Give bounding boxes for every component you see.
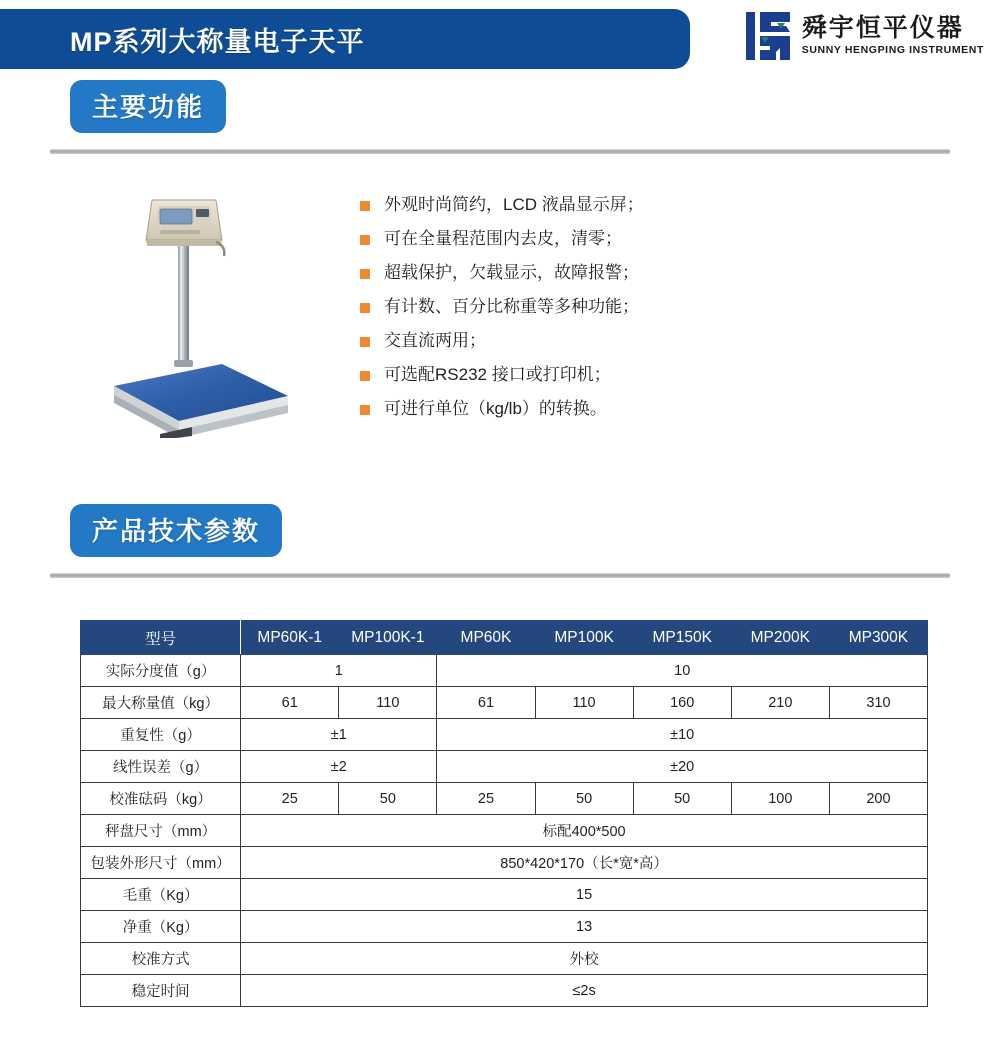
spec-row-label: 秤盘尺寸（mm） [81, 815, 241, 847]
spec-cell: 61 [437, 687, 535, 719]
spec-cell: 10 [437, 655, 928, 687]
spec-cell: 13 [241, 911, 928, 943]
feature-label: 可选配RS232 接口或打印机； [384, 364, 611, 384]
feature-item [360, 364, 990, 387]
product-image [40, 188, 340, 438]
company-logo [746, 10, 984, 62]
spec-row-label: 重复性（g） [81, 719, 241, 751]
spec-cell: 50 [339, 783, 437, 815]
feature-label: 交直流两用； [384, 330, 486, 350]
sunny-hengping-logo-icon [746, 10, 792, 62]
spec-table-col-header: MP100K-1 [339, 621, 437, 655]
spec-cell: ±10 [437, 719, 928, 751]
scale-platform [114, 364, 288, 438]
spec-cell: 200 [829, 783, 927, 815]
feature-item [360, 296, 990, 319]
spec-table-col-header-model: 型号 [81, 621, 241, 655]
bullet-square-icon [360, 269, 370, 279]
spec-cell: 210 [731, 687, 829, 719]
spec-cell: ±20 [437, 751, 928, 783]
spec-cell: ±2 [241, 751, 437, 783]
features-section [0, 80, 990, 438]
feature-item [360, 262, 990, 285]
brand-name-en: SUNNY HENGPING INSTRUMENT [801, 44, 984, 57]
spec-table-head [81, 621, 928, 655]
spec-table-row [81, 943, 928, 975]
feature-label: 可在全量程范围内去皮，清零； [384, 229, 622, 249]
spec-table-header-row [81, 621, 928, 655]
features-content [0, 188, 990, 438]
scale-pole [178, 246, 189, 364]
specs-section [0, 504, 990, 1007]
spec-table-col-header: MP60K-1 [241, 621, 339, 655]
spec-cell: 110 [535, 687, 633, 719]
spec-table-col-header: MP200K [731, 621, 829, 655]
spec-cell: 50 [535, 783, 633, 815]
spec-row-label: 包装外形尺寸（mm） [81, 847, 241, 879]
bullet-square-icon [360, 201, 370, 211]
spec-cell: 外校 [241, 943, 928, 975]
brand-name-cn: 舜宇恒平仪器 [801, 14, 964, 43]
page-title: MP系列大称量电子天平 [70, 26, 365, 57]
spec-table-wrapper [80, 620, 928, 1007]
spec-cell: ≤2s [241, 975, 928, 1007]
spec-cell: 160 [633, 687, 731, 719]
spec-table-row [81, 783, 928, 815]
feature-label: 可进行单位（kg/lb）的转换。 [384, 398, 607, 418]
feature-label: 外观时尚简约，LCD 液晶显示屏； [384, 195, 644, 215]
feature-item [360, 194, 990, 217]
spec-cell: 50 [633, 783, 731, 815]
spec-table-row [81, 655, 928, 687]
brand-wordmark [802, 16, 984, 56]
spec-cell: 25 [241, 783, 339, 815]
spec-table-row [81, 975, 928, 1007]
spec-table-col-header: MP300K [829, 621, 927, 655]
features-list [360, 194, 990, 432]
spec-row-label: 最大称量值（kg） [81, 687, 241, 719]
spec-cell: 25 [437, 783, 535, 815]
spec-table-row [81, 879, 928, 911]
features-badge-row [0, 80, 990, 133]
bullet-square-icon [360, 303, 370, 313]
features-section-badge: 主要功能 [70, 80, 226, 133]
features-divider [50, 149, 950, 154]
specs-divider [50, 573, 950, 578]
spec-table-row [81, 815, 928, 847]
spec-table-body [81, 655, 928, 1007]
spec-row-label: 线性误差（g） [81, 751, 241, 783]
feature-label: 超载保护，欠载显示，故障报警； [384, 263, 639, 283]
spec-cell: 1 [241, 655, 437, 687]
bullet-square-icon [360, 235, 370, 245]
bullet-square-icon [360, 337, 370, 347]
spec-cell: 110 [339, 687, 437, 719]
spec-cell: 61 [241, 687, 339, 719]
bullet-square-icon [360, 371, 370, 381]
feature-item [360, 330, 990, 353]
spec-row-label: 净重（Kg） [81, 911, 241, 943]
spec-table-row [81, 751, 928, 783]
spec-row-label: 稳定时间 [81, 975, 241, 1007]
spec-table-row [81, 847, 928, 879]
spec-row-label: 校准砝码（kg） [81, 783, 241, 815]
spec-row-label: 实际分度值（g） [81, 655, 241, 687]
spec-table [80, 620, 928, 1007]
feature-item [360, 398, 990, 421]
spec-cell: 15 [241, 879, 928, 911]
spec-table-row [81, 719, 928, 751]
spec-cell: 850*420*170（长*宽*高） [241, 847, 928, 879]
feature-label: 有计数、百分比称重等多种功能； [384, 297, 639, 317]
spec-cell: ±1 [241, 719, 437, 751]
bullet-square-icon [360, 405, 370, 415]
spec-table-col-header: MP60K [437, 621, 535, 655]
title-banner [0, 9, 690, 69]
spec-table-col-header: MP150K [633, 621, 731, 655]
spec-row-label: 毛重（Kg） [81, 879, 241, 911]
specs-section-badge: 产品技术参数 [70, 504, 282, 557]
spec-row-label: 校准方式 [81, 943, 241, 975]
feature-item [360, 228, 990, 251]
spec-cell: 标配400*500 [241, 815, 928, 847]
specs-badge-row [0, 504, 990, 557]
spec-table-col-header: MP100K [535, 621, 633, 655]
page-header [0, 0, 990, 80]
spec-cell: 100 [731, 783, 829, 815]
platform-scale-illustration [40, 188, 340, 438]
spec-table-row [81, 687, 928, 719]
spec-cell: 310 [829, 687, 927, 719]
spec-table-row [81, 911, 928, 943]
